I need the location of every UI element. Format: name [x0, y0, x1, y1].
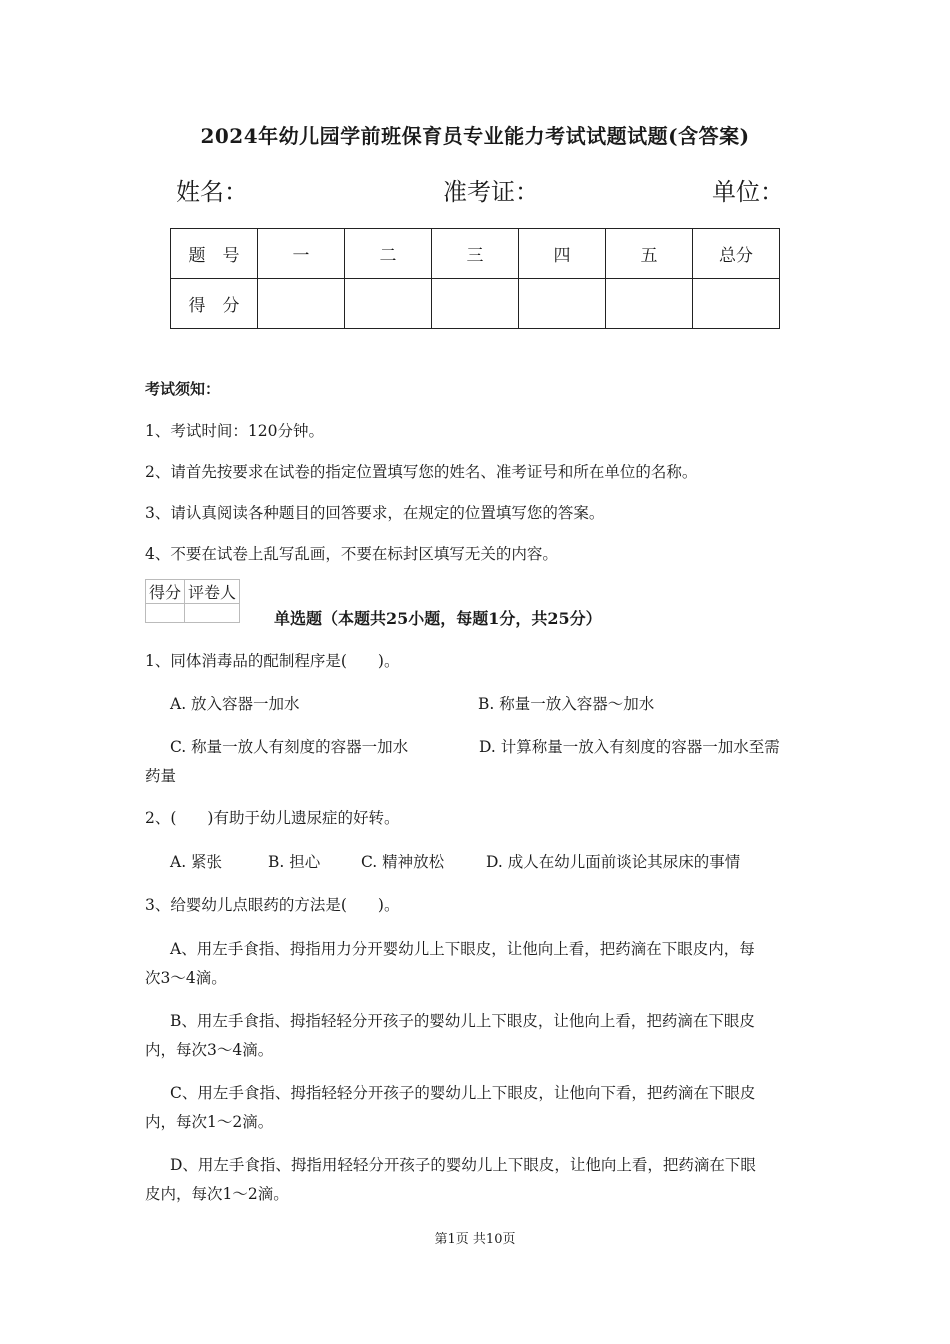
score-table-header-row	[171, 229, 780, 279]
question-2-option-b: B. 担心	[268, 853, 321, 871]
notice-item: 3、请认真阅读各种题目的回答要求，在规定的位置填写您的答案。	[145, 504, 605, 522]
question-1-option-d-cont: 药量	[145, 767, 177, 785]
score-cell	[606, 279, 693, 329]
notice-item: 2、请首先按要求在试卷的指定位置填写您的姓名、准考证号和所在单位的名称。	[145, 463, 698, 481]
score-header-cell: 题 号	[171, 229, 258, 279]
grader-name-label: 评卷人	[185, 580, 240, 604]
page-footer: 第1页 共10页	[434, 1232, 516, 1247]
score-header-cell: 总分	[693, 229, 780, 279]
question-3-option-c-cont: 内，每次1～2滴。	[145, 1113, 274, 1131]
score-header-cell: 二	[345, 229, 432, 279]
question-1-option-a: A. 放入容器一加水	[170, 695, 300, 713]
notice-item: 4、不要在试卷上乱写乱画，不要在标封区填写无关的内容。	[145, 545, 558, 563]
score-row-label: 得 分	[171, 279, 258, 329]
notice-item: 1、考试时间：120分钟。	[145, 422, 324, 440]
grader-box	[145, 579, 240, 623]
score-table-score-row	[171, 279, 780, 329]
grader-score-cell	[146, 604, 185, 623]
question-3-option-c: C、用左手食指、拇指轻轻分开孩子的婴幼儿上下眼皮，让他向下看，把药滴在下眼皮	[170, 1084, 756, 1102]
question-3-option-d: D、用左手食指、拇指用轻轻分开孩子的婴幼儿上下眼皮，让他向上看，把药滴在下眼	[170, 1156, 756, 1174]
score-header-cell: 四	[519, 229, 606, 279]
question-2-stem: 2、( )有助于幼儿遗尿症的好转。	[145, 809, 400, 827]
score-cell	[345, 279, 432, 329]
question-2-option-a: A. 紧张	[170, 853, 223, 871]
question-1-option-d: D. 计算称量一放入有刻度的容器一加水至需	[479, 738, 780, 756]
exam-id-field-label: 准考证：	[443, 178, 539, 206]
question-3-option-a: A、用左手食指、拇指用力分开婴幼儿上下眼皮，让他向上看，把药滴在下眼皮内，每	[170, 940, 755, 958]
grader-score-label: 得分	[146, 580, 185, 604]
unit-field-label: 单位：	[712, 178, 784, 206]
question-3-option-d-cont: 皮内，每次1～2滴。	[145, 1185, 289, 1203]
score-cell	[519, 279, 606, 329]
score-cell	[258, 279, 345, 329]
question-1-option-b: B. 称量一放入容器～加水	[478, 695, 655, 713]
question-3-option-b-cont: 内，每次3～4滴。	[145, 1041, 274, 1059]
score-table	[170, 228, 780, 329]
section-title: 单选题（本题共25小题，每题1分，共25分）	[274, 609, 602, 628]
notice-heading: 考试须知：	[145, 380, 221, 398]
question-2-option-d: D. 成人在幼儿面前谈论其尿床的事情	[486, 853, 741, 871]
question-1-stem: 1、同体消毒品的配制程序是( )。	[145, 652, 400, 670]
question-3-option-a-cont: 次3～4滴。	[145, 969, 227, 987]
question-3-stem: 3、给婴幼儿点眼药的方法是( )。	[145, 896, 400, 914]
question-2-option-c: C. 精神放松	[361, 853, 445, 871]
score-header-cell: 五	[606, 229, 693, 279]
score-cell	[693, 279, 780, 329]
page-title: 2024年幼儿园学前班保育员专业能力考试试题试题(含答案)	[200, 124, 750, 148]
score-header-cell: 一	[258, 229, 345, 279]
score-header-cell: 三	[432, 229, 519, 279]
name-field-label: 姓名：	[176, 178, 248, 206]
question-3-option-b: B、用左手食指、拇指轻轻分开孩子的婴幼儿上下眼皮，让他向上看，把药滴在下眼皮	[170, 1012, 755, 1030]
score-cell	[432, 279, 519, 329]
question-1-option-c: C. 称量一放人有刻度的容器一加水	[170, 738, 409, 756]
grader-name-cell	[185, 604, 240, 623]
